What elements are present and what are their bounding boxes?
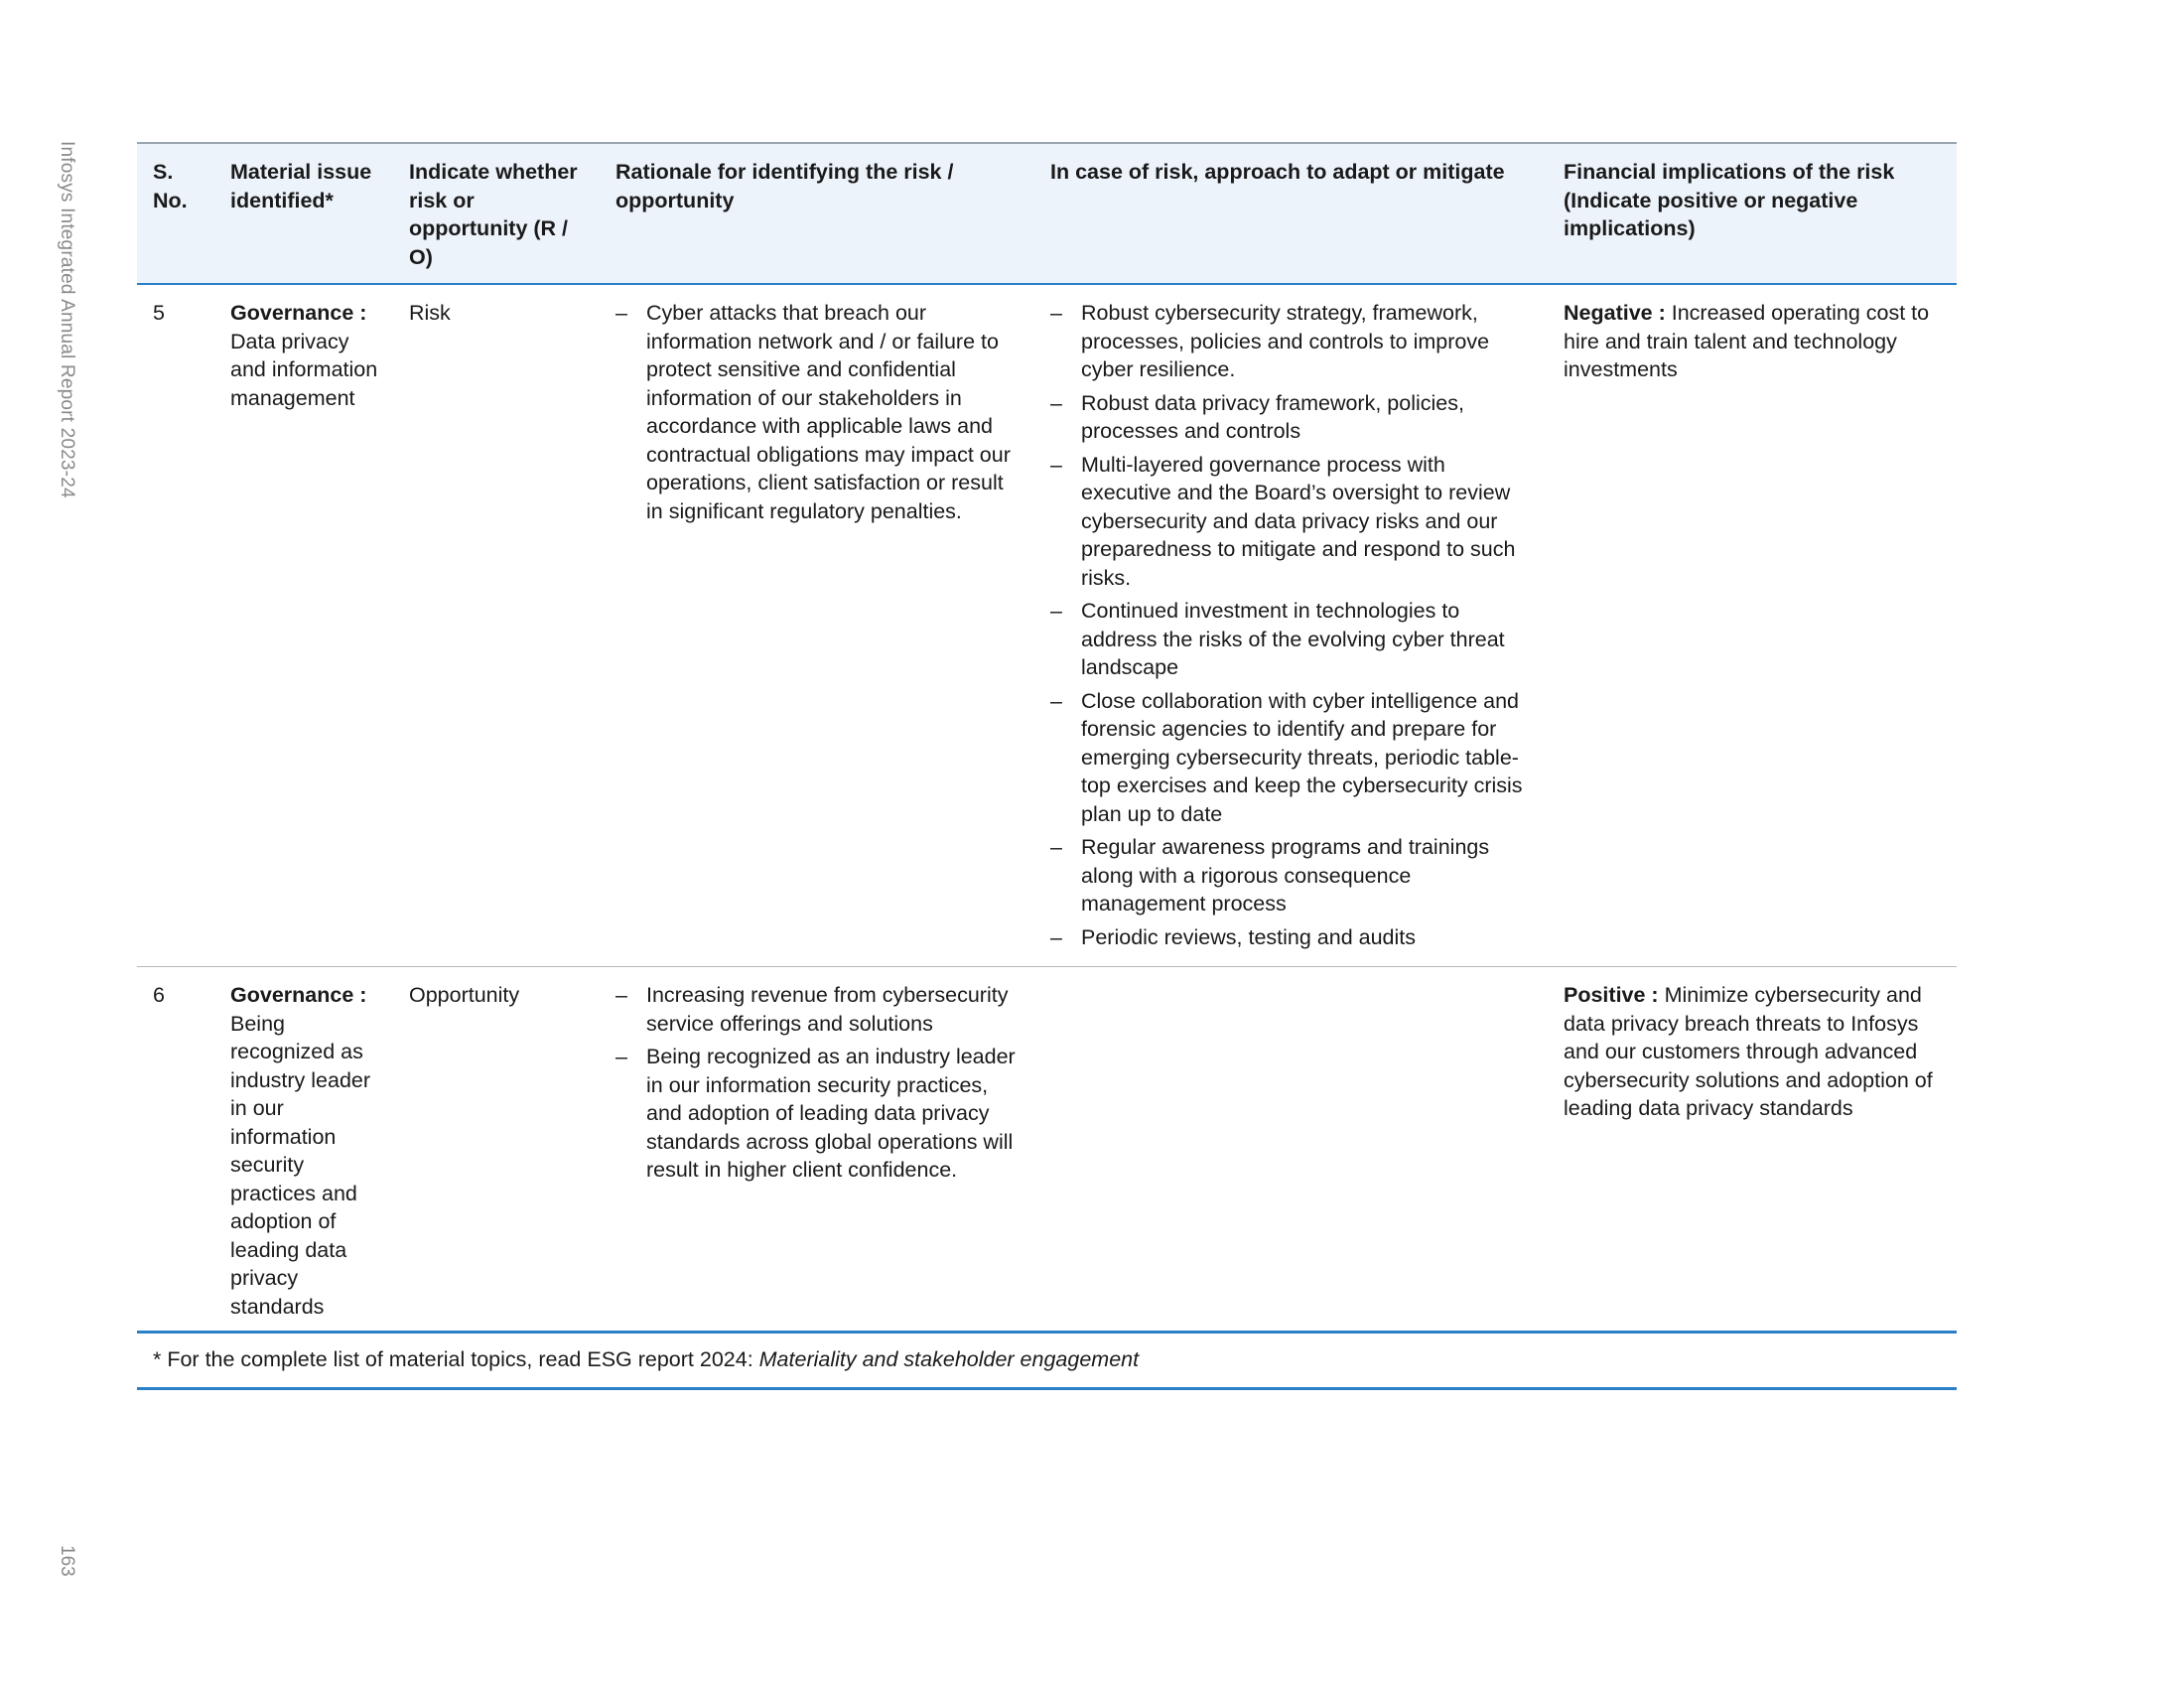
cell-rationale — [600, 967, 1034, 1333]
list-item: – Being recognized as an industry leader in our information security practices, and adoption of leading data privacy standards across global operations will result in higher client confidence. — [615, 1043, 1021, 1185]
mitigation-list — [1050, 299, 1534, 951]
list-item: – Regular awareness programs and trainings along with a rigorous consequence management process — [1050, 833, 1534, 918]
financial-text: Increased operating cost to hire and train talent and technology investments — [1564, 301, 1930, 381]
report-title: Infosys Integrated Annual Report 2023-24 — [57, 141, 77, 498]
cell-rationale — [600, 284, 1034, 967]
footnote-text: * For the complete list of material topics, read ESG report 2024: — [153, 1347, 759, 1371]
material-issues-table — [137, 142, 1957, 1334]
material-issues-table-container — [137, 142, 1957, 1390]
cell-financial — [1548, 967, 1957, 1333]
cell-type: Risk — [393, 284, 600, 967]
list-item: – Cyber attacks that breach our information network and / or failure to protect sensitive and confidential information of our stakeholders in accordance with applicable laws and contractual obligations may impact our operations, client satisfaction or result in significant regulatory penalties. — [615, 299, 1021, 525]
financial-text: Minimize cybersecurity and data privacy breach threats to Infosys and our customers through advanced cybersecurity solutions and adoption of leading data privacy standards — [1564, 983, 1933, 1120]
cell-sno: 5 — [137, 284, 214, 967]
rationale-list — [615, 299, 1021, 525]
list-item: – Robust cybersecurity strategy, framework, processes, policies and controls to improve cyber resilience. — [1050, 299, 1534, 384]
header-risk-or-opportunity: Indicate whether risk or opportunity (R / O) — [393, 143, 600, 284]
header-rationale: Rationale for identifying the risk / opportunity — [600, 143, 1034, 284]
cell-sno: 6 — [137, 967, 214, 1333]
financial-label: Negative : — [1564, 301, 1666, 325]
issue-text: Being recognized as industry leader in our information security practices and adoption of leading data privacy standards — [230, 1011, 371, 1319]
list-item: – Close collaboration with cyber intelligence and forensic agencies to identify and prepare for emerging cybersecurity threats, periodic table-top exercises and keep the cybersecurity crisis plan up to date — [1050, 687, 1534, 829]
cell-mitigation — [1034, 967, 1548, 1333]
issue-text: Data privacy and information management — [230, 329, 378, 410]
financial-label: Positive : — [1564, 983, 1659, 1007]
issue-label: Governance : — [230, 301, 367, 325]
cell-type: Opportunity — [393, 967, 600, 1333]
table-row — [137, 284, 1957, 967]
footnote — [137, 1334, 1957, 1390]
page-number: 163 — [57, 1545, 77, 1577]
cell-mitigation — [1034, 284, 1548, 967]
cell-material-issue — [214, 967, 393, 1333]
table-row — [137, 967, 1957, 1333]
list-item: – Multi-layered governance process with executive and the Board’s oversight to review cybersecurity and data privacy risks and our preparedness to mitigate and respond to such risks. — [1050, 451, 1534, 593]
table-header-row — [137, 143, 1957, 284]
header-material-issue: Material issue identified* — [214, 143, 393, 284]
cell-material-issue — [214, 284, 393, 967]
list-item: – Periodic reviews, testing and audits — [1050, 923, 1534, 952]
header-mitigation: In case of risk, approach to adapt or mitigate — [1034, 143, 1548, 284]
header-financial-implications: Financial implications of the risk (Indicate positive or negative implications) — [1548, 143, 1957, 284]
list-item: – Increasing revenue from cybersecurity service offerings and solutions — [615, 981, 1021, 1038]
header-sno: S. No. — [137, 143, 214, 284]
issue-label: Governance : — [230, 983, 367, 1007]
list-item: – Robust data privacy framework, policies, processes and controls — [1050, 389, 1534, 446]
footnote-italic: Materiality and stakeholder engagement — [758, 1347, 1140, 1371]
list-item: – Continued investment in technologies to address the risks of the evolving cyber threat landscape — [1050, 597, 1534, 682]
cell-financial — [1548, 284, 1957, 967]
rationale-list — [615, 981, 1021, 1185]
